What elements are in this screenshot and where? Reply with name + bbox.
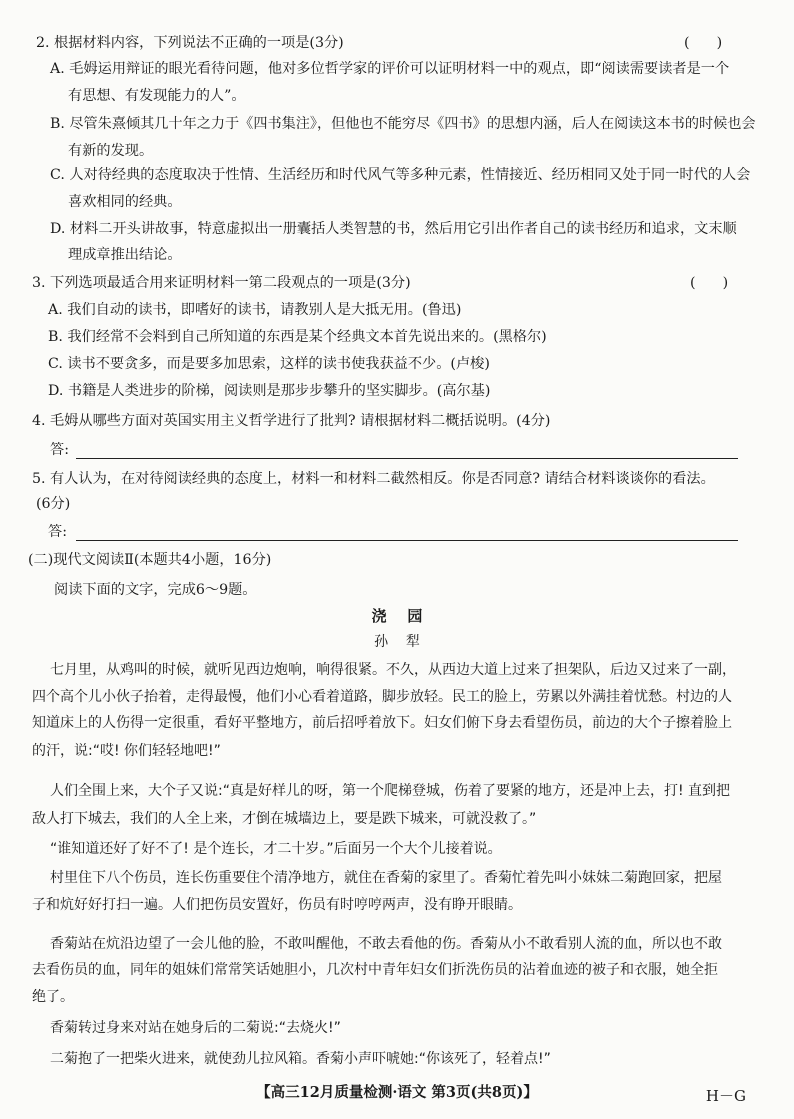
question-2-option-c-line2: 喜欢相同的经典。 xyxy=(68,194,182,210)
question-5-answer-label: 答: xyxy=(48,524,67,540)
story-title: 浇 园 xyxy=(371,607,423,625)
question-5-stem-line1: 5. 有人认为，在对待阅读经典的态度上，材料一和材料二截然相反。你是否同意? 请结合材料谈谈你的看法。 xyxy=(32,471,715,487)
question-2-stem: 2. 根据材料内容，下列说法不正确的一项是(3分) xyxy=(36,35,344,51)
question-4-answer-label: 答: xyxy=(50,442,69,458)
story-paragraph-1-line4: 的汗，说:“哎! 你们轻轻地吧!” xyxy=(32,743,221,759)
story-author: 孙 犁 xyxy=(374,634,420,650)
story-paragraph-1-line2: 四个高个儿小伙子抬着，走得最慢，他们小心看着道路，脚步放轻。民工的脸上，劳累以外满挂着忧愁。村边的人 xyxy=(32,689,732,705)
page-footer: 【高三12月质量检测·语文 第3页(共8页)】 xyxy=(256,1084,538,1101)
question-5-stem-line2: (6分) xyxy=(36,496,71,512)
story-paragraph-2-line1: 人们全围上来，大个子又说:“真是好样儿的呀，第一个爬梯登城，伤着了要紧的地方，还是冲上去，打! 直到把 xyxy=(50,783,731,799)
paper-code: H－G xyxy=(705,1087,746,1105)
question-2-option-a-line1: A. 毛姆运用辩证的眼光看待问题，他对多位哲学家的评价可以证明材料一中的观点，即“阅读需要读者是一个 xyxy=(50,61,730,77)
question-2-option-d-line2: 理成章推出结论。 xyxy=(68,247,182,263)
story-paragraph-4-line2: 子和炕好好打扫一遍。人们把伤员安置好，伤员有时哼哼两声，没有睁开眼睛。 xyxy=(32,897,522,913)
question-2-option-d-line1: D. 材料二开头讲故事，特意虚拟出一册囊括人类智慧的书，然后用它引出作者自己的读书经历和追求，文末顺 xyxy=(50,221,737,237)
question-4-stem: 4. 毛姆从哪些方面对英国实用主义哲学进行了批判? 请根据材料二概括说明。(4分) xyxy=(32,413,551,429)
question-5-answer-line[interactable] xyxy=(76,540,738,541)
question-2-option-a-line2: 有思想、有发现能力的人”。 xyxy=(68,88,246,104)
question-3-stem: 3. 下列选项最适合用来证明材料一第二段观点的一项是(3分) xyxy=(32,275,411,291)
story-paragraph-3: “谁知道还好了好不了! 是个连长，才二十岁。”后面另一个大个儿接着说。 xyxy=(50,841,502,857)
story-paragraph-5-line3: 绝了。 xyxy=(32,989,74,1005)
question-2-option-b-line2: 有新的发现。 xyxy=(68,143,154,159)
question-3-option-b: B. 我们经常不会料到自己所知道的东西是某个经典文本首先说出来的。(黑格尔) xyxy=(48,329,547,345)
question-4-answer-line[interactable] xyxy=(76,458,738,459)
story-paragraph-2-line2: 敌人打下城去，我们的人全上来，才倒在城墙边上，要是跌下城来，可就没救了。” xyxy=(32,811,537,827)
story-paragraph-1-line1: 七月里，从鸡叫的时候，就听见西边炮响，响得很紧。不久，从西边大道上过来了担架队，后边又过来了一副， xyxy=(50,662,736,678)
story-paragraph-5-line1: 香菊站在炕沿边望了一会儿他的脸，不敢叫醒他，不敢去看他的伤。香菊从小不敢看别人流的血，所以也不敢 xyxy=(50,936,722,952)
question-3-option-a: A. 我们自动的读书，即嗜好的读书，请教别人是大抵无用。(鲁迅) xyxy=(48,302,462,318)
story-paragraph-1-line3: 知道床上的人伤得一定很重，看好平整地方，前后招呼着放下。妇女们俯下身去看望伤员，前边的大个子擦着脸上 xyxy=(32,715,732,731)
question-2-option-c-line1: C. 人对待经典的态度取决于性情、生活经历和时代风气等多种元素，性情接近、经历相同又处于同一时代的人会 xyxy=(50,167,751,183)
question-2-option-b-line1: B. 尽管朱熹倾其几十年之力于《四书集注》，但他也不能穷尽《四书》的思想内涵，后人在阅读这本书的时候也会 xyxy=(50,116,756,132)
story-paragraph-4-line1: 村里住下八个伤员，连长伤重要住个清净地方，就住在香菊的家里了。香菊忙着先叫小妹妹二菊跑回家，把屋 xyxy=(50,870,722,886)
question-2-answer-paren: ( ) xyxy=(684,35,723,51)
story-paragraph-7: 二菊抱了一把柴火进来，就使劲儿拉风箱。香菊小声吓唬她:“你该死了，轻着点!” xyxy=(50,1051,551,1067)
story-paragraph-5-line2: 去看伤员的血，同年的姐妹们常常笑话她胆小，几次村中青年妇女们折洗伤员的沾着血迹的被子和衣服，她全拒 xyxy=(32,962,718,978)
question-3-option-c: C. 读书不要贪多，而是要多加思索，这样的读书使我获益不少。(卢梭) xyxy=(48,356,490,372)
question-3-answer-paren: ( ) xyxy=(690,275,729,291)
section-2-instruction: 阅读下面的文字，完成6～9题。 xyxy=(54,582,257,598)
story-paragraph-6: 香菊转过身来对站在她身后的二菊说:“去烧火!” xyxy=(50,1020,341,1036)
section-2-heading: (二)现代文阅读Ⅱ(本题共4小题，16分) xyxy=(28,552,272,568)
question-3-option-d: D. 书籍是人类进步的阶梯，阅读则是那步步攀升的坚实脚步。(高尔基) xyxy=(48,383,491,399)
